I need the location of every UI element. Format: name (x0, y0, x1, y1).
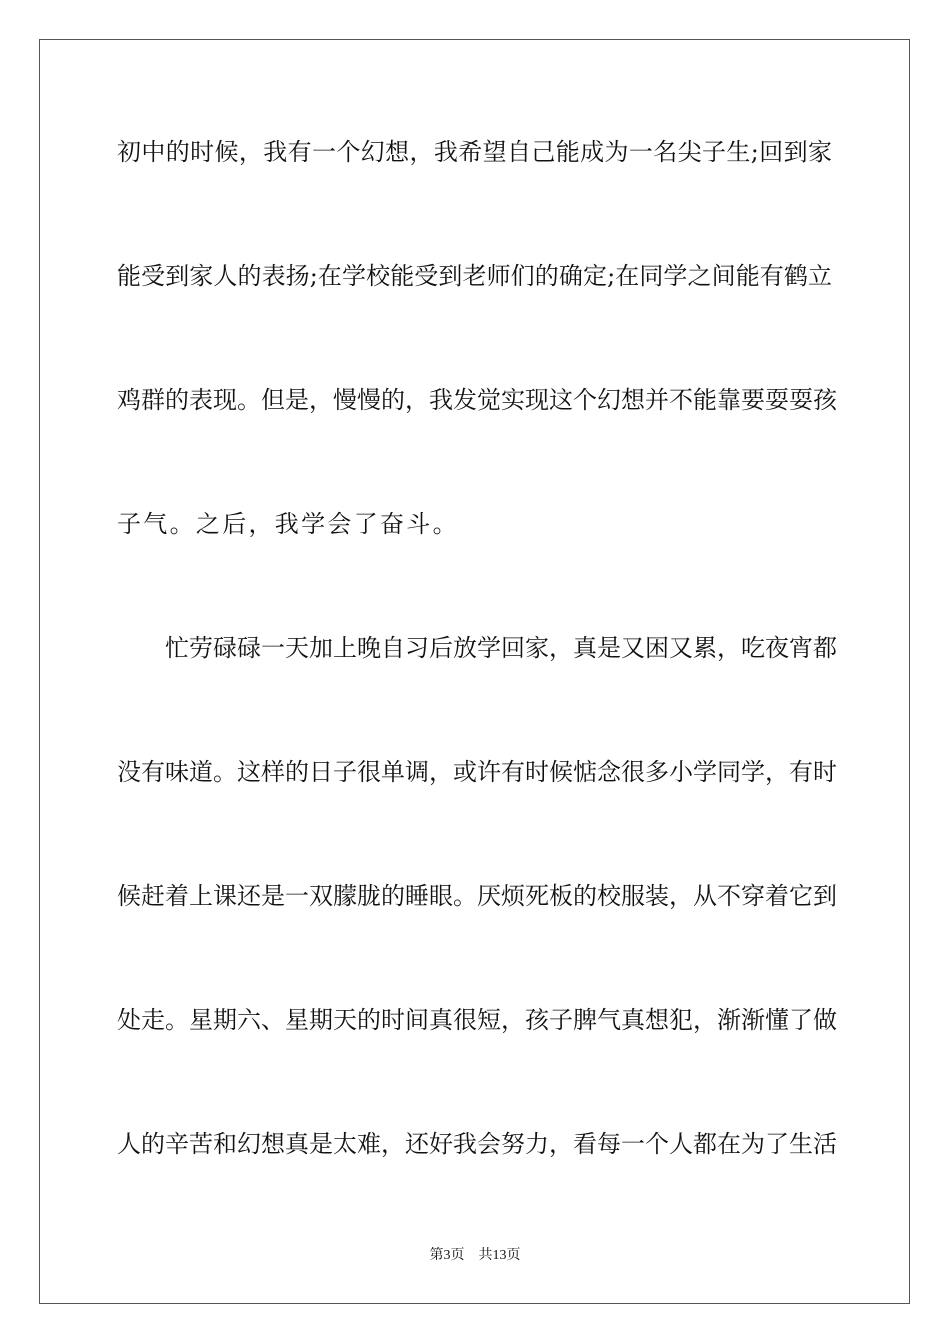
text-line-4: 子气。之后，我学会了奋斗。 (117, 510, 459, 538)
text-line-3: 鸡群的表现。但是，慢慢的，我发觉实现这个幻想并不能靠要耍耍孩 (117, 386, 837, 414)
text-line-2: 能受到家人的表扬;在学校能受到老师们的确定;在同学之间能有鹤立 (117, 262, 832, 290)
page-frame (39, 39, 910, 1304)
text-line-5: 忙劳碌碌一天加上晚自习后放学回家，真是又困又累，吃夜宵都 (117, 634, 837, 662)
text-line-6: 没有味道。这样的日子很单调，或许有时候惦念很多小学同学，有时 (117, 758, 837, 786)
text-line-7: 候赶着上课还是一双朦胧的睡眼。厌烦死板的校服装，从不穿着它到 (117, 882, 837, 910)
text-line-1: 初中的时候，我有一个幻想，我希望自己能成为一名尖子生;回到家 (117, 138, 832, 166)
text-line-8: 处走。星期六、星期天的时间真很短，孩子脾气真想犯，渐渐懂了做 (117, 1006, 837, 1034)
page-number-footer: 第3页 共13页 (429, 1248, 521, 1263)
text-line-9: 人的辛苦和幻想真是太难，还好我会努力，看每一个人都在为了生活 (117, 1130, 837, 1158)
